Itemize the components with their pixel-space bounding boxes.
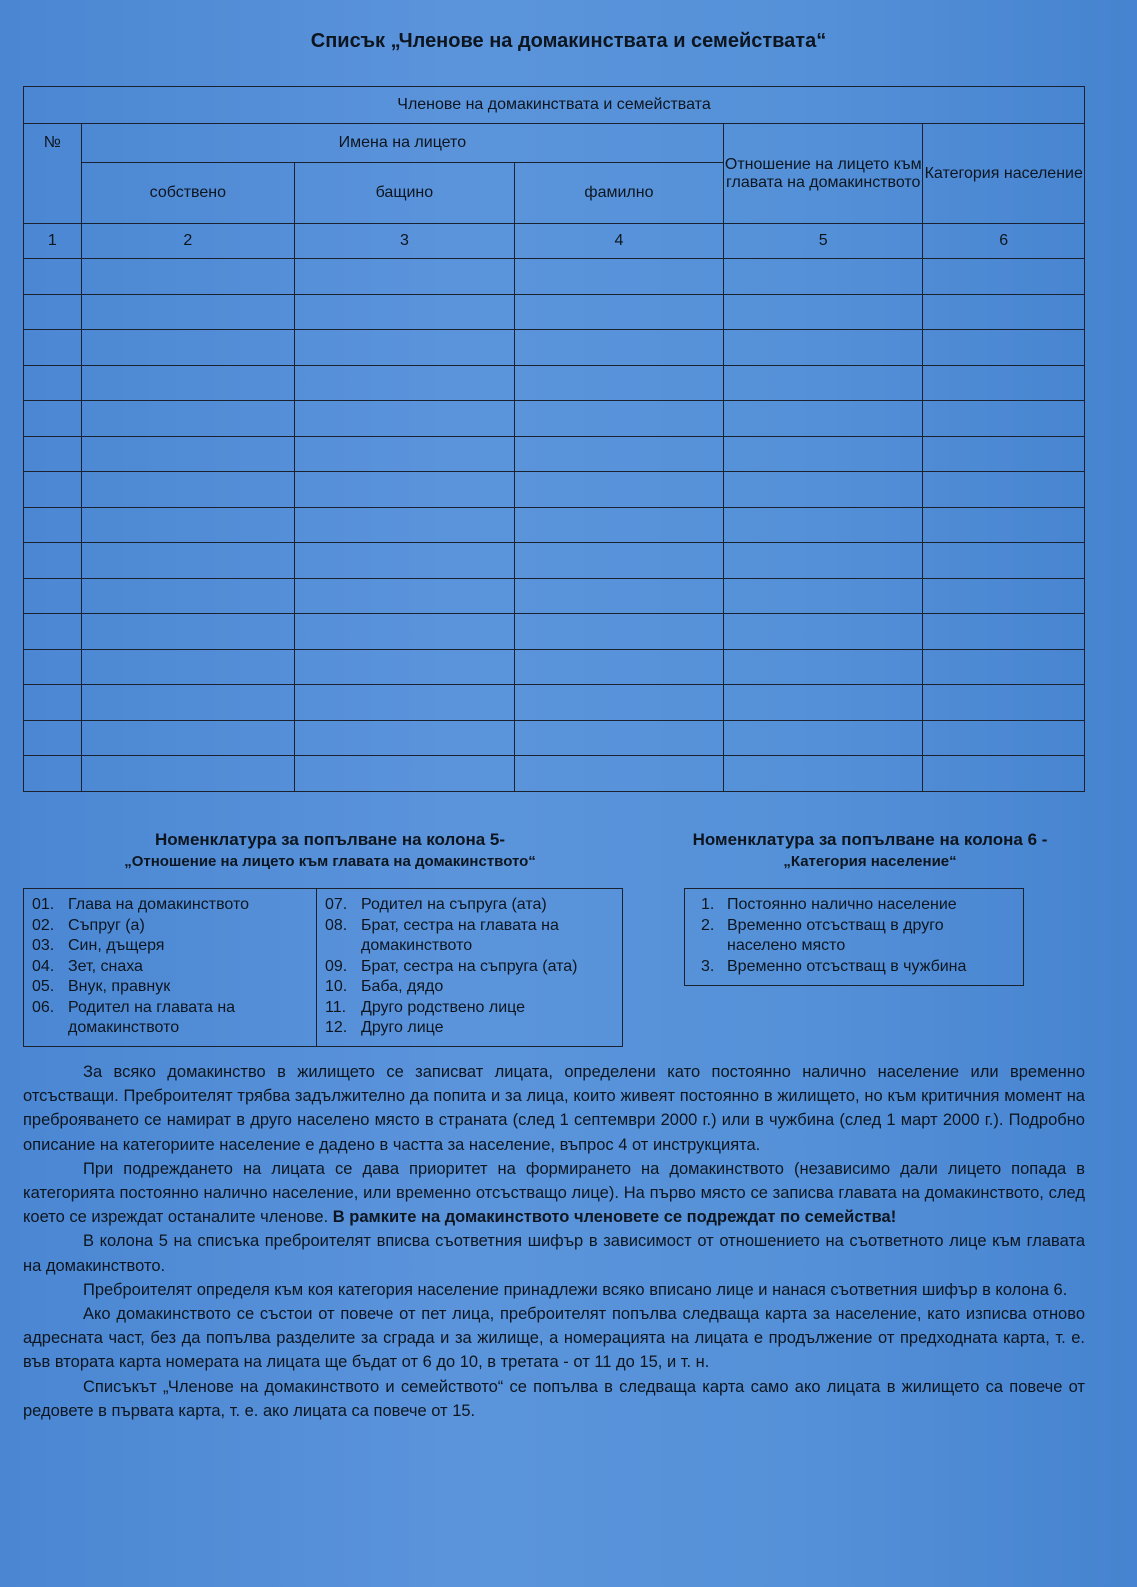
nomenclature6-subtitle: „Категория население“ xyxy=(783,853,957,870)
table-cell[interactable] xyxy=(24,543,82,579)
list-item xyxy=(32,977,308,998)
table-cell[interactable] xyxy=(514,614,723,650)
table-cell[interactable] xyxy=(294,507,514,543)
table-cell[interactable] xyxy=(923,649,1085,685)
nomenclature5-subtitle: „Отношение на лицето към главата на домакинството“ xyxy=(124,853,536,870)
item-code: 02. xyxy=(32,916,55,934)
table-cell[interactable] xyxy=(724,720,923,756)
last-name-header: фамилно xyxy=(514,163,723,224)
item-code: 12. xyxy=(325,1019,348,1036)
table-cell[interactable] xyxy=(514,365,723,401)
table-cell[interactable] xyxy=(923,614,1085,650)
table-cell[interactable] xyxy=(514,507,723,543)
table-cell[interactable] xyxy=(81,436,294,472)
table-cell[interactable] xyxy=(294,720,514,756)
table-cell[interactable] xyxy=(724,578,923,614)
table-cell[interactable] xyxy=(24,472,82,508)
table-cell[interactable] xyxy=(81,401,294,437)
members-table xyxy=(23,86,1085,792)
item-label: Брат, сестра на главата на домакинството xyxy=(361,916,559,954)
table-cell[interactable] xyxy=(514,472,723,508)
table-cell[interactable] xyxy=(514,649,723,685)
table-cell[interactable] xyxy=(724,294,923,330)
column-number: 3 xyxy=(294,224,514,259)
item-label: Временно отсъстващ в друго населено място xyxy=(727,916,944,954)
table-cell[interactable] xyxy=(294,330,514,366)
table-cell[interactable] xyxy=(514,543,723,579)
item-label: Родител на съпруга (ата) xyxy=(361,896,547,913)
table-cell[interactable] xyxy=(294,543,514,579)
table-cell[interactable] xyxy=(724,259,923,295)
table-cell[interactable] xyxy=(514,259,723,295)
table-cell[interactable] xyxy=(81,507,294,543)
nomenclature5-title: Номенклатура за попълване на колона 5- xyxy=(154,830,506,849)
item-code: 08. xyxy=(325,916,348,934)
instructions-text xyxy=(23,1060,1085,1423)
item-label: Съпруг (а) xyxy=(68,916,145,934)
table-cell[interactable] xyxy=(923,507,1085,543)
item-label: Друго родствено лице xyxy=(361,998,526,1016)
table-cell[interactable] xyxy=(81,649,294,685)
table-cell[interactable] xyxy=(294,259,514,295)
column-numbers-row xyxy=(24,224,1085,259)
item-code: 04. xyxy=(32,957,55,975)
table-row xyxy=(24,365,1085,401)
group-header: Членове на домакинствата и семействата xyxy=(24,87,1085,124)
list-item xyxy=(32,916,308,937)
paragraph xyxy=(23,1157,1085,1230)
table-cell[interactable] xyxy=(24,365,82,401)
table-cell[interactable] xyxy=(514,578,723,614)
nomenclature6-title: Номенклатура за попълване на колона 6 - xyxy=(692,830,1048,849)
table-cell[interactable] xyxy=(923,472,1085,508)
table-cell[interactable] xyxy=(81,685,294,721)
list-item xyxy=(701,916,1013,957)
nomenclature6-box xyxy=(684,888,1024,986)
table-row xyxy=(24,649,1085,685)
table-cell[interactable] xyxy=(923,401,1085,437)
table-row xyxy=(24,330,1085,366)
table-cell[interactable] xyxy=(24,507,82,543)
table-cell[interactable] xyxy=(81,578,294,614)
nomenclature5-right-column xyxy=(317,889,622,1046)
table-cell[interactable] xyxy=(294,649,514,685)
item-label: Зет, снаха xyxy=(68,957,143,975)
category-header: Категория население xyxy=(923,124,1085,224)
list-item xyxy=(32,998,308,1039)
table-row xyxy=(24,294,1085,330)
list-item xyxy=(325,998,614,1019)
paragraph: Ако домакинството се състои от повече от пет лица, преброителят попълва следваща карта за население, като изписва отново адресната част, без да попълва разделите за сграда и за жилище, а номерацията на лицата е продължение от предходната карта, т. е. във втората карта номерата на лицата ще бъдат от 6 до 10, в третата - от 11 до 15, и т. н. xyxy=(23,1305,1085,1372)
list-item xyxy=(32,957,308,978)
table-cell[interactable] xyxy=(294,401,514,437)
table-cell[interactable] xyxy=(514,720,723,756)
table-cell[interactable] xyxy=(724,472,923,508)
item-code: 2. xyxy=(701,916,715,934)
item-label: Временно отсъстващ в чужбина xyxy=(727,957,967,975)
table-cell[interactable] xyxy=(923,365,1085,401)
table-cell[interactable] xyxy=(24,578,82,614)
table-cell[interactable] xyxy=(923,436,1085,472)
list-item xyxy=(701,895,1013,916)
table-cell[interactable] xyxy=(81,756,294,792)
table-cell[interactable] xyxy=(81,472,294,508)
item-label: Баба, дядо xyxy=(361,978,444,995)
table-cell[interactable] xyxy=(294,614,514,650)
table-cell[interactable] xyxy=(294,472,514,508)
list-item xyxy=(325,895,614,916)
paragraph: Списъкът „Членове на домакинството и семейството“ се попълва в следваща карта само ако лицата в жилището са повече от редовете в първата карта, т. е. ако лицата са повече от 15. xyxy=(23,1377,1085,1420)
table-cell[interactable] xyxy=(923,720,1085,756)
table-row xyxy=(24,578,1085,614)
table-cell[interactable] xyxy=(724,365,923,401)
table-cell[interactable] xyxy=(81,614,294,650)
table-cell[interactable] xyxy=(24,614,82,650)
table-cell[interactable] xyxy=(294,578,514,614)
table-cell[interactable] xyxy=(923,578,1085,614)
item-code: 07. xyxy=(325,896,348,913)
table-cell[interactable] xyxy=(923,685,1085,721)
paragraph: За всяко домакинство в жилището се записват лицата, определени като постоянно налично население или временно отсъстващи. Преброителят трябва задължително да попита и за лица, които живеят постоянно в жилището, но към критичния момент на преброяването се намират в друго населено място в страната (след 1 септември 2000 г.) или в чужбина (след 1 март 2000 г.). Подробно описание на категориите население е дадено в частта за население, въпрос 4 от инструкцията. xyxy=(23,1063,1085,1154)
table-row xyxy=(24,401,1085,437)
table-cell[interactable] xyxy=(294,685,514,721)
table-cell[interactable] xyxy=(923,756,1085,792)
list-item xyxy=(325,977,614,998)
middle-name-header: бащино xyxy=(294,163,514,224)
table-cell[interactable] xyxy=(81,330,294,366)
table-row xyxy=(24,720,1085,756)
table-cell[interactable] xyxy=(923,294,1085,330)
table-cell[interactable] xyxy=(24,685,82,721)
table-cell[interactable] xyxy=(81,294,294,330)
table-cell[interactable] xyxy=(24,436,82,472)
table-cell[interactable] xyxy=(724,614,923,650)
table-row xyxy=(24,472,1085,508)
table-cell[interactable] xyxy=(294,365,514,401)
paragraph: Преброителят определя към коя категория население принадлежи всяко вписано лице и нанася съответния шифър в колона 6. xyxy=(83,1280,1068,1299)
page-title: Списък „Членове на домакинствата и семействата“ xyxy=(310,30,827,52)
table-row xyxy=(24,756,1085,792)
column-number: 4 xyxy=(514,224,723,259)
table-cell[interactable] xyxy=(724,330,923,366)
table-cell[interactable] xyxy=(724,401,923,437)
table-cell[interactable] xyxy=(81,543,294,579)
table-cell[interactable] xyxy=(81,720,294,756)
item-code: 09. xyxy=(325,957,348,975)
table-cell[interactable] xyxy=(514,330,723,366)
table-cell[interactable] xyxy=(294,756,514,792)
paragraph-emphasis: В рамките на домакинството членовете се подреждат по семейства! xyxy=(332,1208,897,1227)
table-cell[interactable] xyxy=(724,685,923,721)
list-item xyxy=(325,957,614,978)
table-cell[interactable] xyxy=(24,649,82,685)
table-cell[interactable] xyxy=(24,294,82,330)
nomenclature5-box xyxy=(23,888,623,1047)
table-cell[interactable] xyxy=(24,330,82,366)
table-cell[interactable] xyxy=(514,756,723,792)
item-code: 10. xyxy=(325,978,348,995)
table-cell[interactable] xyxy=(724,507,923,543)
table-cell[interactable] xyxy=(24,756,82,792)
table-cell[interactable] xyxy=(514,685,723,721)
item-label: Друго лице xyxy=(361,1019,444,1036)
table-cell[interactable] xyxy=(294,436,514,472)
item-code: 3. xyxy=(701,957,715,975)
names-header: Имена на лицето xyxy=(81,124,723,163)
column-number: 6 xyxy=(923,224,1085,259)
table-cell[interactable] xyxy=(724,649,923,685)
table-row xyxy=(24,614,1085,650)
list-item xyxy=(325,916,614,957)
table-cell[interactable] xyxy=(724,756,923,792)
table-cell[interactable] xyxy=(514,294,723,330)
relation-header: Отношение на лицето към главата на домакинството xyxy=(724,124,923,224)
list-item xyxy=(701,957,1013,978)
number-header: № xyxy=(24,124,82,224)
item-label: Родител на главата на домакинството xyxy=(68,998,236,1036)
item-code: 01. xyxy=(32,896,55,913)
table-cell[interactable] xyxy=(724,436,923,472)
item-label: Брат, сестра на съпруга (ата) xyxy=(361,957,578,975)
table-cell[interactable] xyxy=(24,720,82,756)
first-name-header: собствено xyxy=(81,163,294,224)
item-code: 06. xyxy=(32,998,55,1016)
table-row xyxy=(24,259,1085,295)
table-row xyxy=(24,685,1085,721)
paragraph-text: При подреждането на лицата се дава приоритет на формирането на домакинството (независимо дали лицето попада в категорията постоянно налично население, или временно отсъстващо лице). На първо място се записва главата на домакинството, след което се изреждат останалите членове. xyxy=(23,1159,1085,1227)
table-cell[interactable] xyxy=(514,436,723,472)
table-cell[interactable] xyxy=(24,401,82,437)
table-row xyxy=(24,543,1085,579)
table-row xyxy=(24,436,1085,472)
nomenclature5-left-column xyxy=(24,889,317,1046)
table-cell[interactable] xyxy=(24,259,82,295)
table-cell[interactable] xyxy=(294,294,514,330)
item-label: Глава на домакинството xyxy=(68,896,249,913)
list-item xyxy=(32,936,308,957)
item-code: 1. xyxy=(701,896,715,913)
item-code: 05. xyxy=(32,978,55,995)
column-number: 1 xyxy=(24,224,82,259)
table-cell[interactable] xyxy=(81,259,294,295)
table-cell[interactable] xyxy=(81,365,294,401)
table-cell[interactable] xyxy=(923,543,1085,579)
table-cell[interactable] xyxy=(514,401,723,437)
table-cell[interactable] xyxy=(923,259,1085,295)
column-number: 5 xyxy=(724,224,923,259)
item-code: 11. xyxy=(325,998,347,1016)
table-row xyxy=(24,507,1085,543)
table-cell[interactable] xyxy=(923,330,1085,366)
column-number: 2 xyxy=(81,224,294,259)
list-item xyxy=(32,895,308,916)
item-label: Постоянно налично население xyxy=(727,896,957,913)
paragraph: В колона 5 на списъка преброителят вписва съответния шифър в зависимост от отношението на съответното лице към главата на домакинството. xyxy=(23,1232,1085,1275)
list-item xyxy=(325,1018,614,1039)
table-cell[interactable] xyxy=(724,543,923,579)
item-label: Син, дъщеря xyxy=(68,937,165,954)
item-label: Внук, правнук xyxy=(68,978,171,995)
item-code: 03. xyxy=(32,937,55,954)
